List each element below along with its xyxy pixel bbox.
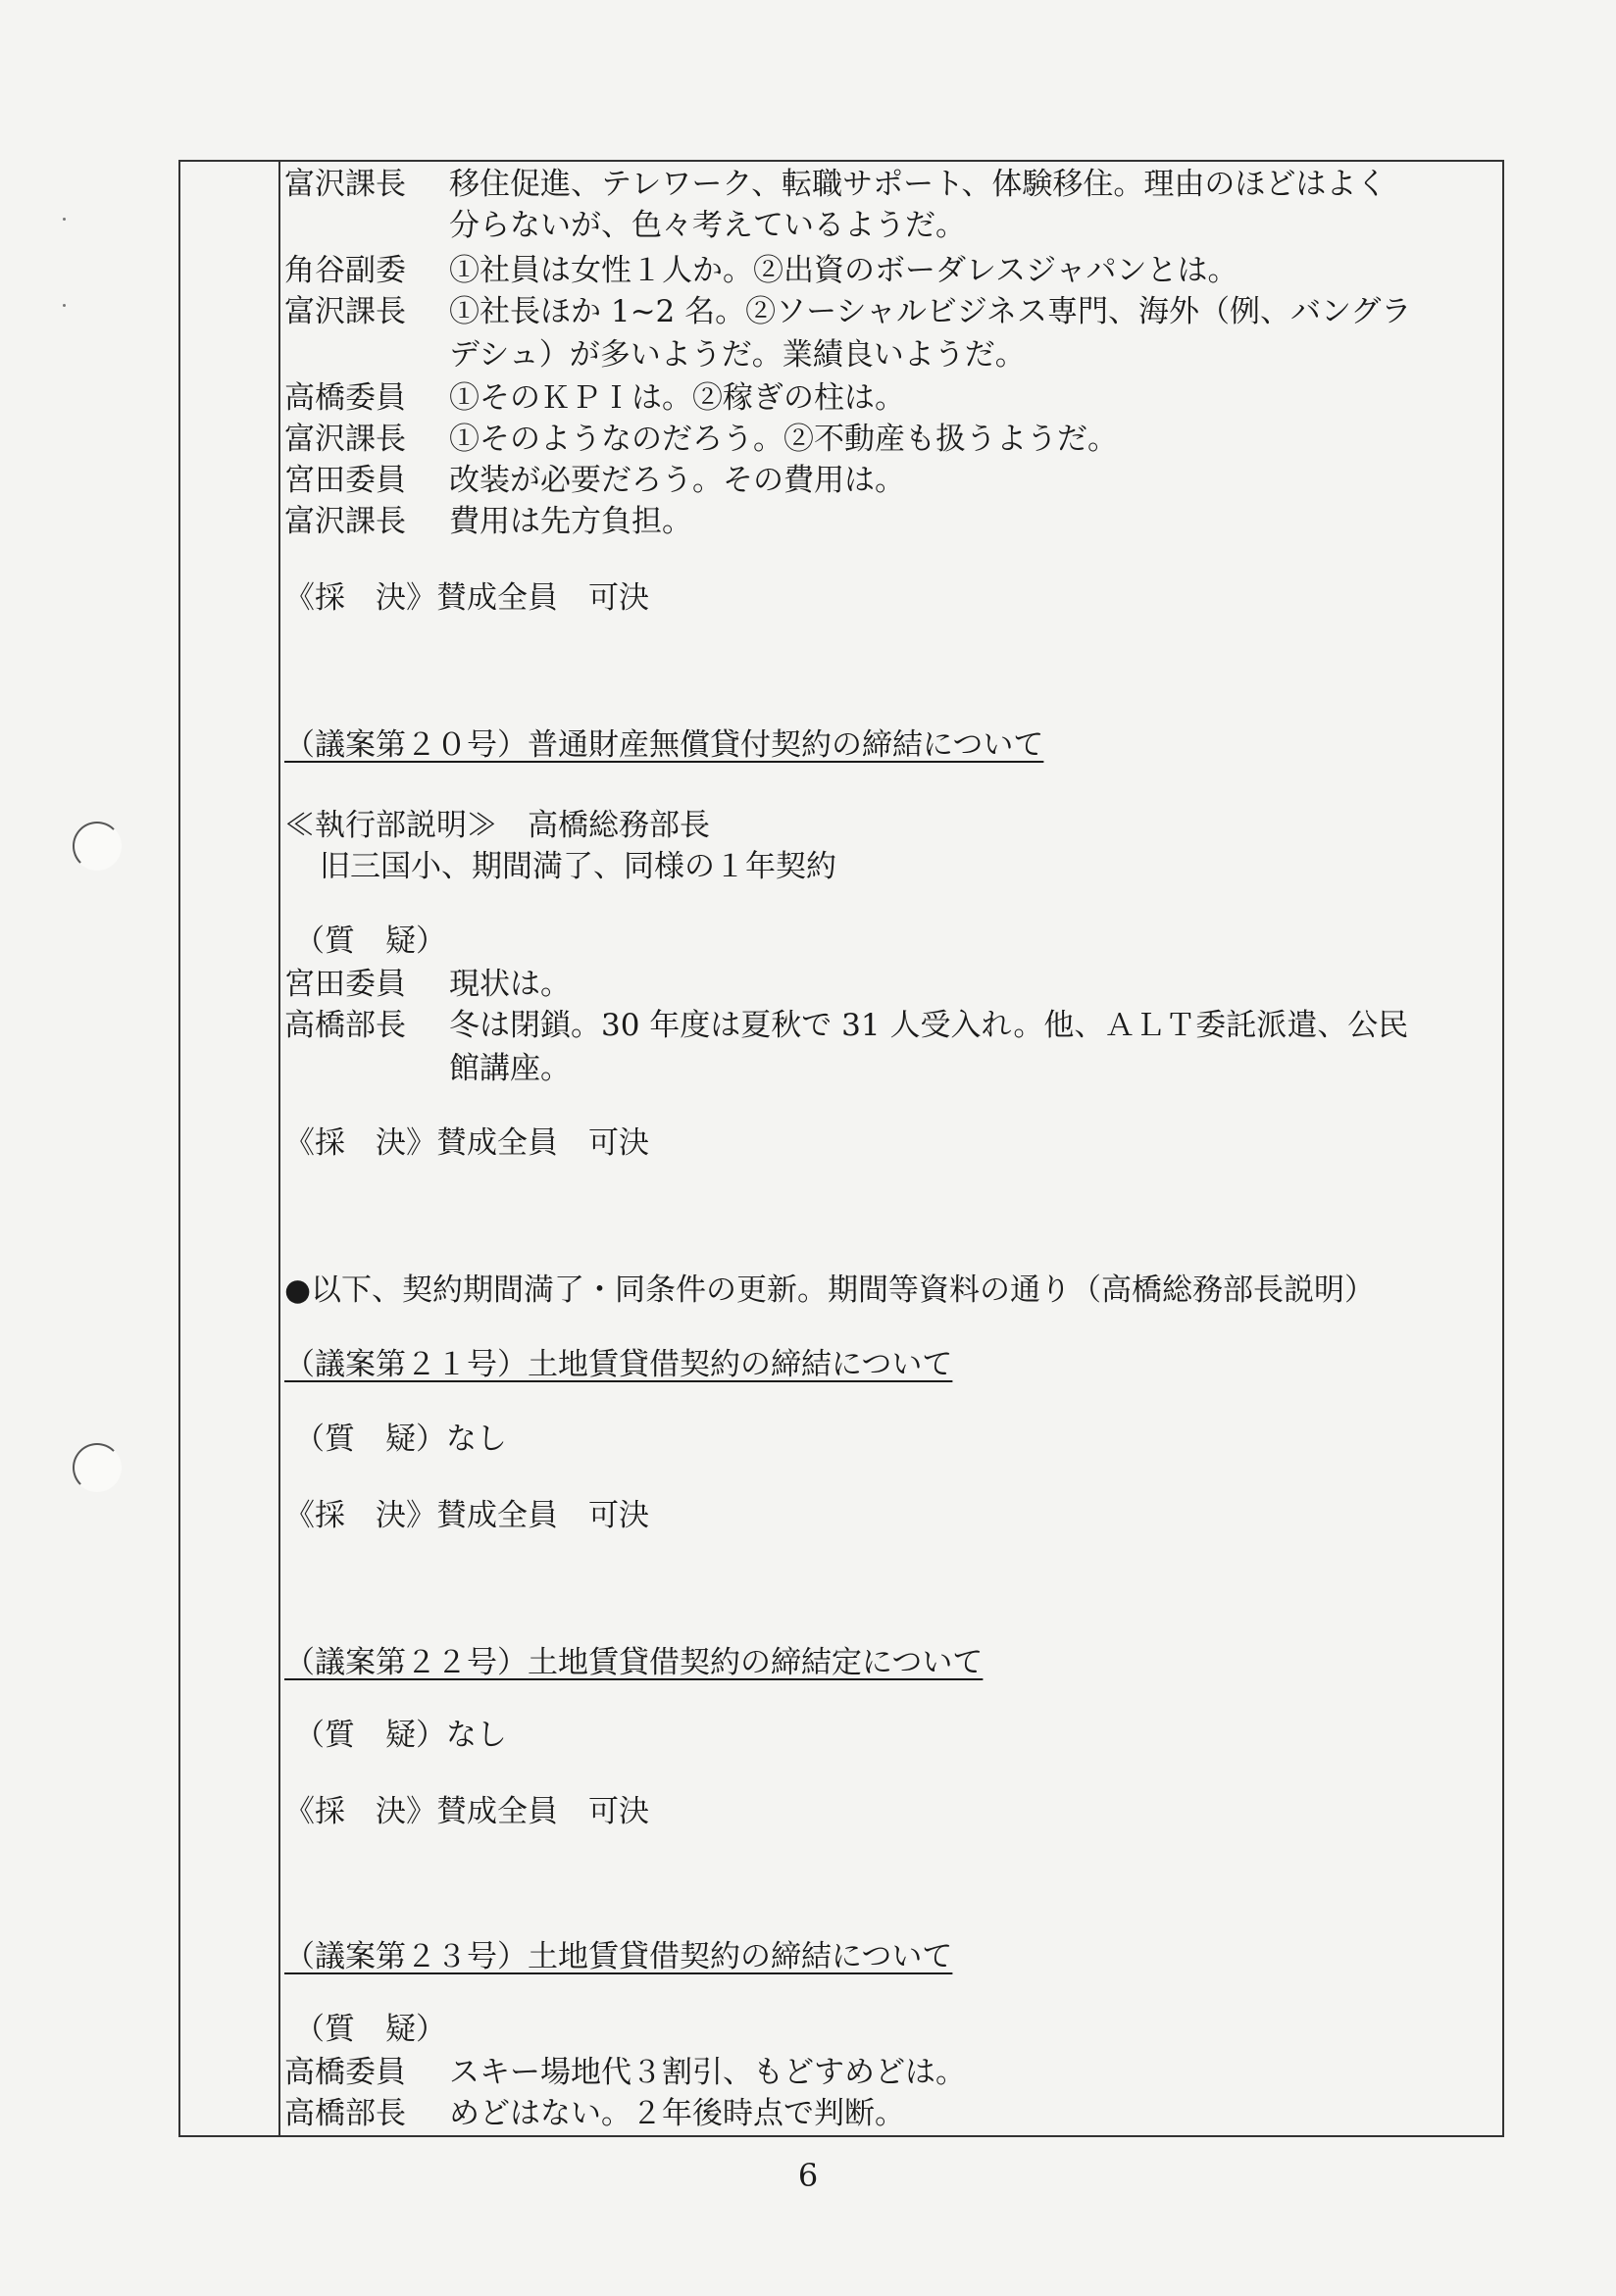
speaker: 富沢課長	[284, 167, 406, 202]
transcript-line	[284, 1006, 1409, 1045]
transcript-line	[284, 251, 1238, 290]
transcript-line	[284, 292, 1412, 331]
explain-label: ≪執行部説明≫ 高橋総務部長	[284, 808, 710, 843]
speaker: 富沢課長	[284, 294, 406, 329]
agenda-heading: （議案第２３号）土地賃貸借契約の締結について	[284, 1939, 953, 1974]
page-number: 6	[797, 2157, 819, 2194]
speaker: 宮田委員	[284, 967, 406, 1002]
remark: 分らないが、色々考えているようだ。	[449, 208, 966, 243]
remark: スキー場地代３割引、もどすめどは。	[449, 2055, 966, 2090]
question-line: （質 疑）なし	[294, 1718, 507, 1753]
transcript-line	[284, 420, 1118, 459]
vote-result: 《採 決》賛成全員 可決	[284, 1498, 649, 1533]
vote-result: 《採 決》賛成全員 可決	[284, 1125, 649, 1161]
remark: 移住促進、テレワーク、転職サポート、体験移住。理由のほどはよく	[449, 167, 1388, 202]
transcript-line	[284, 2053, 966, 2092]
column-divider	[278, 162, 280, 2135]
speaker: 高橋部長	[284, 1008, 406, 1043]
vote-result: 《採 決》賛成全員 可決	[284, 580, 649, 616]
remark: デシュ）が多いようだ。業績良いようだ。	[449, 337, 1026, 373]
agenda-heading: （議案第２０号）普通財産無償貸付契約の締結について	[284, 727, 1044, 763]
agenda-heading: （議案第２１号）土地賃貸借契約の締結について	[284, 1347, 953, 1382]
speaker: 高橋委員	[284, 380, 406, 416]
punch-hole-top	[73, 822, 122, 871]
transcript-line	[284, 378, 905, 418]
remark: 館講座。	[449, 1051, 571, 1086]
question-label: （質 疑）	[294, 923, 446, 959]
speaker: 富沢課長	[284, 504, 406, 539]
remark: 改装が必要だろう。その費用は。	[449, 463, 905, 498]
transcript-line	[284, 461, 905, 500]
agenda-heading: （議案第２２号）土地賃貸借契約の締結定について	[284, 1645, 984, 1680]
speaker: 宮田委員	[284, 463, 406, 498]
transcript-line	[284, 165, 1388, 204]
speaker: 富沢課長	[284, 422, 406, 457]
remark: めどはない。２年後時点で判断。	[449, 2096, 905, 2131]
punch-hole-bottom	[73, 1443, 122, 1492]
notice-line: ●以下、契約期間満了・同条件の更新。期間等資料の通り（高橋総務部長説明）	[284, 1273, 1376, 1308]
remark: 費用は先方負担。	[449, 504, 692, 539]
remark: ①社長ほか 1~2 名。②ソーシャルビジネス専門、海外（例、バングラ	[449, 294, 1412, 329]
remark: 冬は閉鎖。30 年度は夏秋で 31 人受入れ。他、ＡＬＴ委託派遣、公民	[449, 1008, 1409, 1043]
remark: 現状は。	[449, 967, 571, 1002]
remark: ①そのＫＰＩは。②稼ぎの柱は。	[449, 380, 905, 416]
speaker: 高橋委員	[284, 2055, 406, 2090]
question-line: （質 疑）なし	[294, 1422, 507, 1457]
transcript-line	[284, 502, 692, 541]
transcript-line	[284, 965, 571, 1004]
remark: ①社員は女性１人か。②出資のボーダレスジャパンとは。	[449, 253, 1238, 288]
speaker: 角谷副委	[284, 253, 406, 288]
remark: ①そのようなのだろう。②不動産も扱うようだ。	[449, 422, 1118, 457]
speaker: 高橋部長	[284, 2096, 406, 2131]
question-label: （質 疑）	[294, 2012, 446, 2047]
transcript-line	[284, 2094, 905, 2133]
vote-result: 《採 決》賛成全員 可決	[284, 1794, 649, 1829]
explain-text: 旧三国小、期間満了、同様の１年契約	[320, 849, 836, 884]
